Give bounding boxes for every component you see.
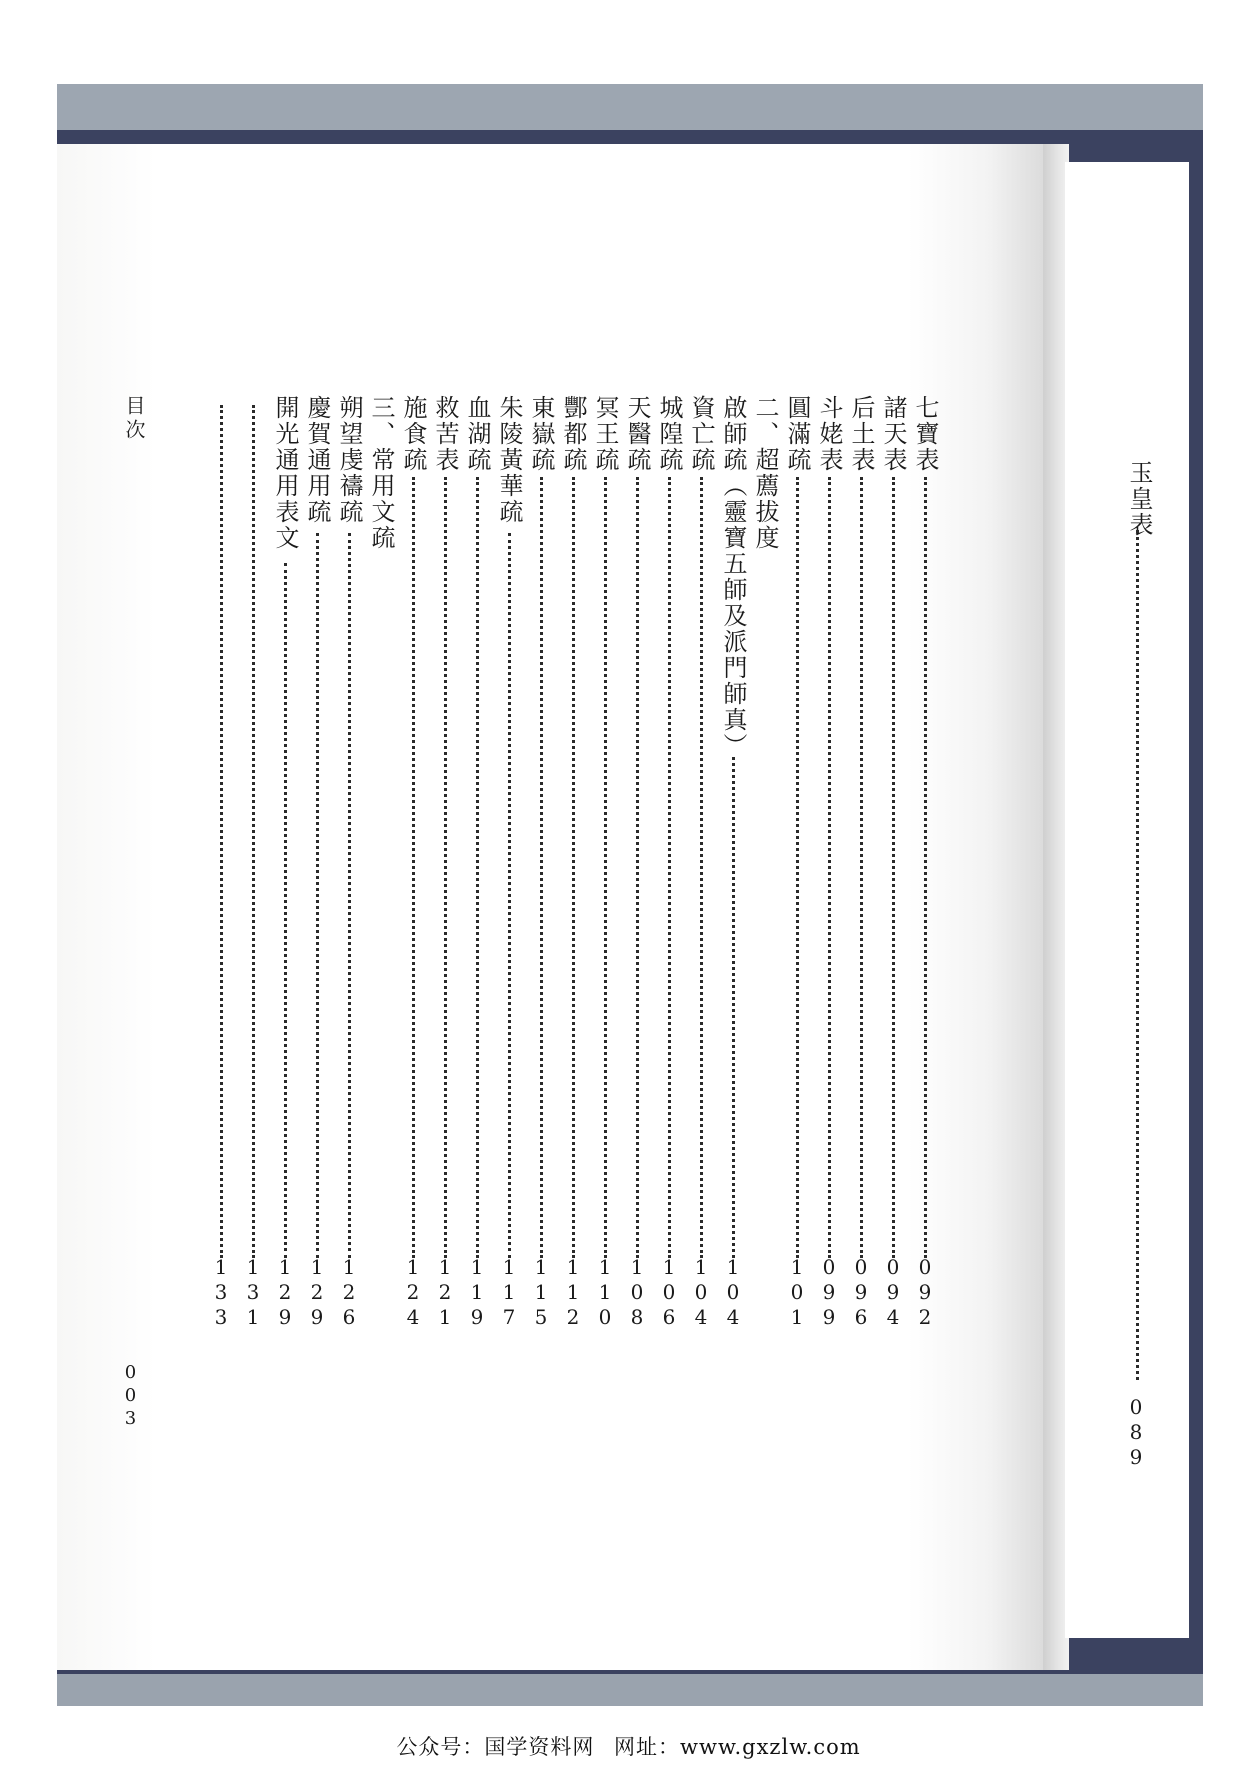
toc-entry-title: 施食疏 <box>399 395 427 473</box>
dot-leader <box>412 477 415 1258</box>
dot-leader <box>348 533 351 1258</box>
toc-entry <box>334 395 364 1330</box>
toc-entry <box>782 395 812 1330</box>
section-heading: 二、超薦拔度 <box>751 395 779 551</box>
right-page-entry-page: 089 <box>1124 1395 1148 1470</box>
toc-entry-title: 諸天表 <box>879 395 907 473</box>
dot-leader <box>700 477 703 1258</box>
toc-entry-title: 朱陵黃華疏 <box>495 395 523 525</box>
dot-leader <box>284 563 287 1258</box>
dot-leader <box>540 477 543 1258</box>
toc-entry <box>238 395 268 1330</box>
toc-entry <box>590 395 620 1330</box>
toc-entry <box>686 395 716 1330</box>
dot-leader <box>316 533 319 1258</box>
dot-leader <box>924 477 927 1258</box>
toc-entry-page: 096 <box>849 1255 873 1330</box>
toc-entry-title: 慶賀通用疏 <box>303 395 331 525</box>
toc-entry <box>558 395 588 1330</box>
toc-entry <box>878 395 908 1330</box>
toc-entry <box>654 395 684 1330</box>
dot-leader <box>476 477 479 1258</box>
toc-entry-page: 106 <box>657 1255 681 1330</box>
footer-watermark <box>0 1722 1257 1772</box>
toc-entry-page: 124 <box>401 1255 425 1330</box>
toc-entry-page: 121 <box>433 1255 457 1330</box>
toc-entry-page: 131 <box>241 1255 265 1330</box>
toc-entry <box>494 395 524 1330</box>
toc-entry-page: 104 <box>721 1255 745 1330</box>
dot-leader <box>732 757 735 1258</box>
toc-entry <box>622 395 652 1330</box>
dot-leader <box>508 533 511 1258</box>
toc-entry-title: 冥王疏 <box>591 395 619 473</box>
footer-site: 网址：www.gxzlw.com <box>614 1735 861 1759</box>
toc-entry <box>270 395 300 1330</box>
toc-entry-page: 119 <box>465 1255 489 1330</box>
toc-entry <box>814 395 844 1330</box>
toc-entry-page: 129 <box>273 1255 297 1330</box>
footer-label: 公众号：国学资料网 <box>396 1735 595 1759</box>
dot-leader <box>604 477 607 1258</box>
toc-entry <box>910 395 940 1330</box>
toc-entry-title: 城隍疏 <box>655 395 683 473</box>
toc-entry <box>526 395 556 1330</box>
toc-entry-page: 112 <box>561 1255 585 1330</box>
toc-entry-page: 126 <box>337 1255 361 1330</box>
toc-entry-page: 099 <box>817 1255 841 1330</box>
dot-leader <box>444 477 447 1258</box>
dot-leader <box>796 477 799 1258</box>
toc-entry-title: 開光通用表文 <box>271 395 299 551</box>
toc-entry-title: 后土表 <box>847 395 875 473</box>
toc-entry-page: 115 <box>529 1255 553 1330</box>
toc-entry <box>206 395 236 1330</box>
toc-entry-page: 108 <box>625 1255 649 1330</box>
dot-leader <box>1136 530 1139 1380</box>
toc-entry <box>846 395 876 1330</box>
toc-entry-page: 110 <box>593 1255 617 1330</box>
dot-leader <box>572 477 575 1258</box>
toc-entry-title: 朔望虔禱疏 <box>335 395 363 525</box>
toc-entry-title: 啟師疏（靈寶五師及派門師真） <box>719 395 747 759</box>
toc-entry <box>718 395 748 1330</box>
dot-leader <box>636 477 639 1258</box>
toc-entry <box>430 395 460 1330</box>
toc-entry-page: 104 <box>689 1255 713 1330</box>
toc-entry-title: 東嶽疏 <box>527 395 555 473</box>
dot-leader <box>220 405 223 1258</box>
toc-entry-page: 133 <box>209 1255 233 1330</box>
toc-entry-title: 七寶表 <box>911 395 939 473</box>
toc-entry-page: 094 <box>881 1255 905 1330</box>
toc-entry-title: 斗姥表 <box>815 395 843 473</box>
dot-leader <box>668 477 671 1258</box>
toc-entry <box>462 395 492 1330</box>
dot-leader <box>828 477 831 1258</box>
dot-leader <box>860 477 863 1258</box>
toc-entry-page: 117 <box>497 1255 521 1330</box>
running-head: 目次 <box>122 395 146 443</box>
toc-entry-title: 資亡疏 <box>687 395 715 473</box>
toc-entry-page: 101 <box>785 1255 809 1330</box>
toc-entry-page: 092 <box>913 1255 937 1330</box>
toc-entry-title: 酆都疏 <box>559 395 587 473</box>
toc-entry-title: 血湖疏 <box>463 395 491 473</box>
toc-entry-title: 圓滿疏 <box>783 395 811 473</box>
toc-entry-page: 129 <box>305 1255 329 1330</box>
section-heading: 三、常用文疏 <box>367 395 395 551</box>
toc-entry <box>302 395 332 1330</box>
dot-leader <box>252 405 255 1258</box>
dot-leader <box>892 477 895 1258</box>
right-page-entry-title: 玉皇表 <box>1125 460 1153 538</box>
toc-entry-title: 天醫疏 <box>623 395 651 473</box>
page-folio: 003 <box>120 1362 141 1431</box>
toc-entry <box>398 395 428 1330</box>
toc-entry-title: 救苦表 <box>431 395 459 473</box>
